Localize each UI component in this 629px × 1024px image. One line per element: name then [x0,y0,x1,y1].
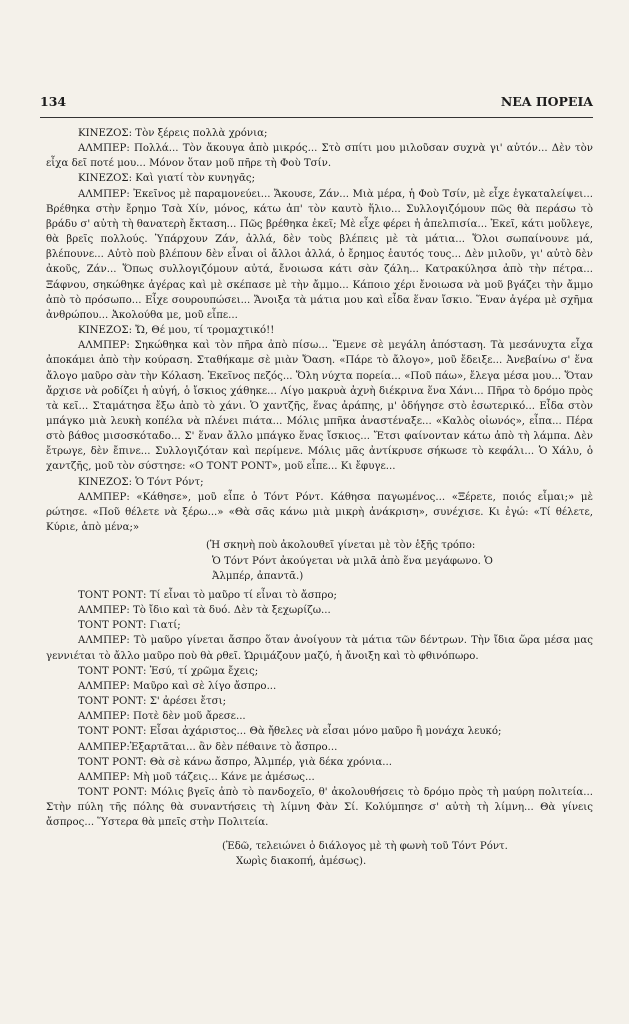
speaker-name: ΤΟΝΤ ΡΟΝΤ: [78,726,147,738]
speaker-name: ΑΛΜΠΕΡ: [78,605,130,617]
speech-text: Ποτὲ δὲν μοῦ ἄρεσε... [129,711,246,723]
speaker-name: ΑΛΜΠΕΡ: [78,635,130,647]
dialogue-line [46,490,593,535]
dialogue-line [46,755,593,770]
header-rule [40,117,593,118]
speech-text: Μὴ μοῦ τάζεις... Κάνε με ἀμέσως... [129,771,315,783]
speech-text: Καὶ γιατί τὸν κυνηγᾶς; [132,173,256,185]
speaker-name: ΚΙΝΕΖΟΣ: [78,325,133,337]
speech-text: Σ' ἀρέσει ἔτσι; [146,696,227,708]
speaker-name: ΑΛΜΠΕΡ: [78,771,130,783]
dialogue-line [46,323,593,338]
dialogue-line [46,187,593,323]
dialogue-line [46,694,593,709]
dialogue-line [46,633,593,663]
speech-text: Ὤ, Θέ μου, τί τρομαχτικό!! [132,325,275,337]
dialogue-line [46,475,593,490]
stage-direction-line: Ὁ Τόντ Ρόντ ἀκούγεται νὰ μιλᾶ ἀπὸ ἕνα μεγάφωνο. Ὁ [212,555,493,567]
speech-text: Ἐξαρτᾶται... ἂν δὲν πέθαινε τὸ ἄσπρο... [129,741,338,753]
speaker-name: ΑΛΜΠΕΡ: [78,188,130,200]
dialogue-line [46,679,593,694]
speaker-name: ΚΙΝΕΖΟΣ: [78,476,133,488]
dialogue-line [46,126,593,141]
stage-direction [206,538,593,585]
speaker-name: ΤΟΝΤ ΡΟΝΤ: [78,756,147,768]
dialogue-line [46,785,593,830]
speech-text: Θὰ σὲ κάνω ἄσπρο, Ἀλμπέρ, γιὰ δέκα χρόνια... [146,756,392,768]
speech-text: Ἐκεῖνος μὲ παραμονεύει... Ἄκουσε, Ζάν... Μιὰ μέρα, ἡ Φοὺ Τσίν, μὲ εἶχε ἐγκαταλείψει... Βρέθηκα στὴν ἔρημο Τσὰ Χίν, μόνος, κάτω ἀπ' τὸν καυτὸ ἥλιο... Συλλογιζόμουν πῶς θὰ περάσω τὸ βράδυ σ' αὐτὴ τὴ θανατερὴ ἔκταση... Πῶς βρέθηκα ἐκεῖ; Μὲ εἶχε φέρει ἡ ἀπελπισία... Ἐκεῖ, κάτι μοὔλεγε, θὰ βρεῖς πολλούς. Ὑπάρχουν Ζάν, ἀλλά, δὲν τοὺς βλέπεις μὲ τὰ μάτια... Ὅλοι σωπαίνουνε μά, βλέπουνε... Αὐτὸ ποὺ βλέπουν δὲν εἶναι οἱ ἄλλοι ἀλλά, ὁ ἔρημος ἑαυτός τους... Δὲν μιλοῦν, γι' αὐτὸ δὲν ἀκοῦς, Ζάν... Ὅπως συλλογιζόμουν αὐτά, ἔνοιωσα κάτι σὰν ζάλη... Κατρακύλησα ἀπὸ τὴν πέτρα... Ξάφνου, σηκώθηκε ἀγέρας καὶ μὲ σκέπασε μὲ τὴν ἄμμο... Κάποιο χέρι ἔνοιωσα νὰ μοῦ βγάζει τὴν ἄμμο ἀπὸ τὸ πρόσωπο... Εἶχε σουρουπώσει... Ἄνοιξα τὰ μάτια μου καὶ εἶδα ἕναν ἴσκιο. Ἕναν ἀγέρα μὲ σχῆμα ἀνθρώπου... Ἀκολούθα με, μοῦ εἶπε... [46,188,593,321]
dialogue-line [46,338,593,474]
dialogue-line [46,588,593,603]
speaker-name: ΑΛΜΠΕΡ: [78,680,130,692]
dialogue-line [46,724,593,739]
speech-text: Μόλις βγεῖς ἀπὸ τὸ πανδοχεῖο, θ' ἀκολουθήσεις τὸ δρόμο πρὸς τὴ μαύρη πολιτεία... Στὴν πύλη τῆς πόλης θὰ συναντήσεις τὴ λίμνη Φὰν Σί. Κολύμπησε σ' αὐτὴ τὴ λίμνη... Θὰ γίνεις ἄσπρος... Ὕστερα θὰ μπεῖς στὴν Πολιτεία. [46,787,594,829]
speaker-name: ΑΛΜΠΕΡ: [78,491,130,503]
speaker-name: ΚΙΝΕΖΟΣ: [78,128,133,139]
speech-text: Ἐσύ, τί χρῶμα ἔχεις; [146,665,259,677]
speech-text: Πολλά... Τὸν ἄκουγα ἀπὸ μικρός... Στὸ σπίτι μου μιλοῦσαν συχνὰ γι' αὐτόν... Δὲν τὸν εἶχα δεῖ ποτέ μου... Μόνον ὅταν μοῦ πῆρε τὴ Φοὺ Τσίν. [46,143,593,170]
speaker-name: ΤΟΝΤ ΡΟΝΤ: [78,696,147,708]
speaker-name: ΑΛΜΠΕΡ: [78,711,130,723]
dialogue-text [46,126,593,870]
dialogue-section-1 [46,126,593,535]
dialogue-line [46,141,593,171]
speaker-name: ΤΟΝΤ ΡΟΝΤ: [78,665,147,677]
stage-direction-line: Ἀλμπέρ, ἀπαντᾶ.) [212,571,304,583]
dialogue-line [46,603,593,618]
dialogue-line [46,740,593,755]
speech-text: Τί εἶναι τὸ μαῦρο τί εἶναι τὸ ἄσπρο; [146,590,337,601]
speaker-name: ΤΟΝΤ ΡΟΝΤ: [78,787,148,799]
speaker-name: ΤΟΝΤ ΡΟΝΤ: [78,590,147,601]
dialogue-section-2 [46,588,593,831]
speech-text: Τὸ μαῦρο γίνεται ἄσπρο ὅταν ἀνοίγουν τὰ μάτια τῶν δέντρων. Τὴν ἴδια ὥρα μέσα μας γεννιέται τὸ ἄλλο μαῦρο ποὺ θὰ ρθεῖ. Ὡριμάζουν μαζύ, ἡ ἄνοιξη καὶ τὸ φθινόπωρο. [46,635,593,662]
dialogue-line [46,664,593,679]
speaker-name: ΑΛΜΠΕΡ: [78,741,130,753]
closing-line: (Ἐδῶ, τελειώνει ὁ διάλογος μὲ τὴ φωνὴ τοῦ Τόντ Ρόντ. [222,840,508,852]
closing-line: Χωρὶς διακοπή, ἀμέσως). [236,856,367,868]
dialogue-line [46,770,593,785]
dialogue-line [46,709,593,724]
speech-text: Ὁ Τόντ Ρόντ; [132,476,204,488]
speaker-name: ΑΛΜΠΕΡ: [78,143,130,155]
speech-text: Σηκώθηκα καὶ τὸν πῆρα ἀπὸ πίσω... Ἔμενε σὲ μεγάλη ἀπόσταση. Τὰ μεσάνυχτα εἶχα ἀποκάμει ἀπὸ τὴν κούραση. Σταθήκαμε σὲ μιὰν Ὄαση. «Πάρε τὸ ἄλογο», μοῦ ἔδειξε... Ἀνεβαίνω σ' ἕνα ἄλογο μαῦρο σὰν τὴν Κόλαση. Ἐκεῖνος πεζός... Ὅλη νύχτα πορεία... «Ποῦ πάω», ἔλεγα μέσα μου... Ὅταν ἄρχισε νὰ ροδίζει ἡ αὐγή, ὁ ἴσκιος χάθηκε... Λίγο μακρυὰ ἀχνὴ διέκρινα ἕνα Χάνι... Πῆρα τὸ δρόμο πρὸς τὰ κεῖ... Σταμάτησα ἔξω ἀπὸ τὸ χάνι. Ὁ χαντζῆς, ἕνας ἀράπης, μ' ὁδήγησε στὸ ἐσωτερικό... Εἶδα στὸν μπάγκο μιὰ λευκὴ κοπέλα νὰ πλένει πιάτα... Μόλις μπῆκα ἀναστέναξε... «Καλὸς οἰωνός», εἶπα... Πέρα στὸ βάθος μισοσκόταδο... Σ' ἕναν ἄλλο μπάγκο ἕνας ἴσκιος... Ἔτσι φαίνονταν κάτω ἀπὸ τὴ λάμπα. Δὲν ἔτρωγε, δὲν ἔπινε... Συλλογιζόταν καὶ περίμενε. Μόλις μᾶς ἀντίκρυσε σήκωσε τὸ κεφάλι... Ὁ Χάλυ, ὁ χαντζῆς, μοῦ τὸν σύστησε: «Ο ΤΟΝΤ ΡΟΝΤ», μοῦ εἶπε... Κι ἔφυγε... [46,340,593,473]
dialogue-line [46,618,593,633]
dialogue-line [46,171,593,186]
speech-text: Γιατί; [146,620,181,632]
stage-direction-line: (Ἡ σκηνὴ ποὺ ἀκολουθεῖ γίνεται μὲ τὸν ἑξῆς τρόπο: [206,540,476,552]
speaker-name: ΚΙΝΕΖΟΣ: [78,173,133,185]
speech-text: «Κάθησε», μοῦ εἶπε ὁ Τόντ Ρόντ. Κάθησα παγωμένος... «Ξέρετε, ποιός εἶμαι;» μὲ ρώτησε. «Ποῦ θέλετε νὰ ξέρω...» «Θὰ σᾶς κάνω μιὰ μικρὴ ἀνάκριση», συνέχισε. Κι ἐγώ: «Τί θέλετε, Κύριε, ἀπὸ μένα;» [46,491,593,534]
speech-text: Μαῦρο καὶ σὲ λίγο ἄσπρο... [129,680,277,692]
speech-text: Τὸν ξέρεις πολλὰ χρόνια; [132,128,268,139]
closing-stage-direction [222,839,593,870]
speaker-name: ΤΟΝΤ ΡΟΝΤ: [78,620,147,632]
speech-text: Εἶσαι ἀχάριστος... Θὰ ἤθελες νὰ εἶσαι μόνο μαῦρο ἢ μονάχα λευκό; [146,726,502,738]
running-title: ΝΕΑ ΠΟΡΕΙΑ [500,94,593,109]
page-number: 134 [40,94,67,109]
speech-text: Τὸ ἴδιο καὶ τὰ δυό. Δὲν τὰ ξεχωρίζω... [129,605,331,617]
page-header [40,94,593,109]
speaker-name: ΑΛΜΠΕΡ: [78,340,130,352]
